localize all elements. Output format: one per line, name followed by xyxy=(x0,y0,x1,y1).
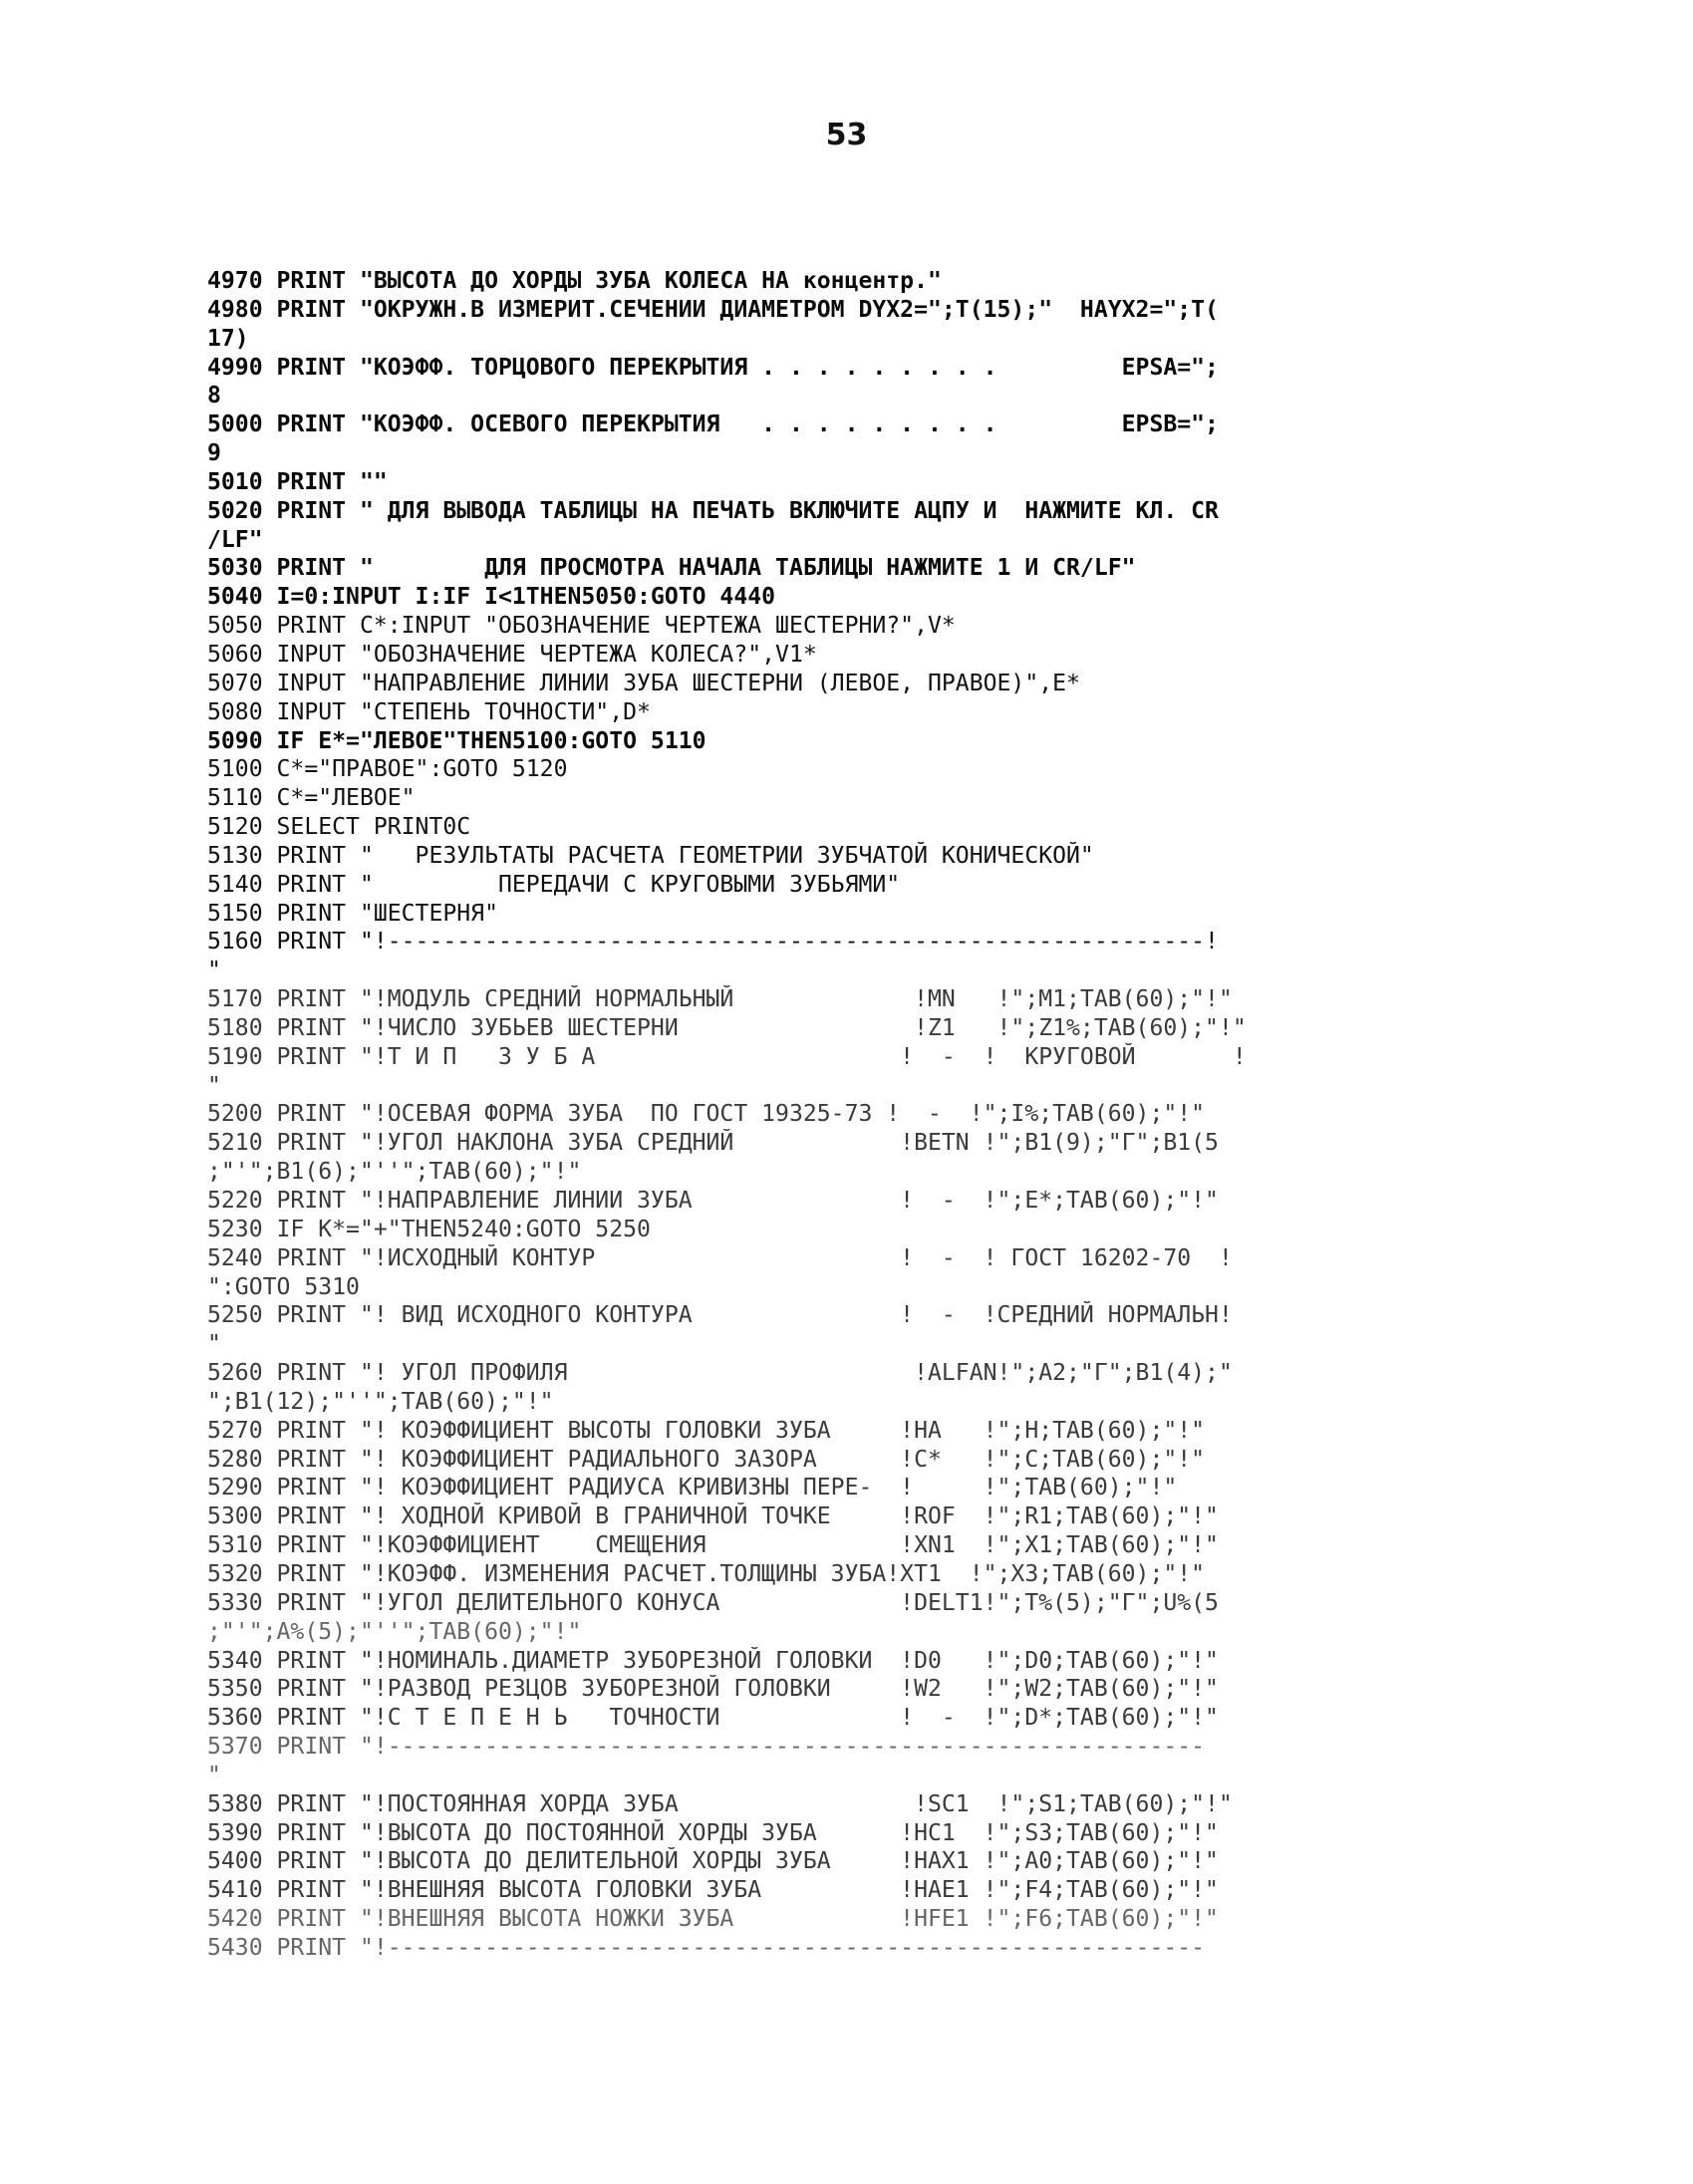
code-line: 5170 PRINT "!МОДУЛЬ СРЕДНИЙ НОРМАЛЬНЫЙ !MN !";M1;TAB(60);"!" xyxy=(207,986,1233,1013)
code-line: ";B1(12);"''";TAB(60);"!" xyxy=(207,1388,554,1415)
code-line: 5030 PRINT " ДЛЯ ПРОСМОТРА НАЧАЛА ТАБЛИЦЫ НАЖМИТЕ 1 И CR/LF" xyxy=(207,555,1136,582)
code-line: 5270 PRINT "! КОЭФФИЦИЕНТ ВЫСОТЫ ГОЛОВКИ ЗУБА !HA !";H;TAB(60);"!" xyxy=(207,1417,1206,1444)
code-line: " xyxy=(207,1072,221,1099)
code-line: 5410 PRINT "!ВНЕШНЯЯ ВЫСОТА ГОЛОВКИ ЗУБА !HAE1 !";F4;TAB(60);"!" xyxy=(207,1877,1219,1904)
code-line: 5020 PRINT " ДЛЯ ВЫВОДА ТАБЛИЦЫ НА ПЕЧАТЬ ВКЛЮЧИТЕ АЦПУ И НАЖМИТЕ КЛ. CR xyxy=(207,497,1219,524)
code-line: 4990 PRINT "КОЭФФ. ТОРЦОВОГО ПЕРЕКРЫТИЯ . . . . . . . . . EPSA="; xyxy=(207,354,1219,381)
code-line: 5290 PRINT "! КОЭФФИЦИЕНТ РАДИУСА КРИВИЗНЫ ПЕРЕ- ! !";TAB(60);"!" xyxy=(207,1475,1178,1502)
code-line: 5340 PRINT "!НОМИНАЛЬ.ДИАМЕТР ЗУБОРЕЗНОЙ ГОЛОВКИ !D0 !";D0;TAB(60);"!" xyxy=(207,1647,1219,1674)
code-line: /LF" xyxy=(207,526,263,553)
code-line: 5100 C*="ПРАВОЕ":GOTO 5120 xyxy=(207,756,568,783)
code-line: 9 xyxy=(207,440,221,467)
code-line: 5070 INPUT "НАПРАВЛЕНИЕ ЛИНИИ ЗУБА ШЕСТЕРНИ (ЛЕВОЕ, ПРАВОЕ)",E* xyxy=(207,670,1080,696)
code-line: 5130 PRINT " РЕЗУЛЬТАТЫ РАСЧЕТА ГЕОМЕТРИИ ЗУБЧАТОЙ КОНИЧЕСКОЙ" xyxy=(207,842,1094,869)
page-number: 53 xyxy=(825,118,868,152)
code-line: ":GOTO 5310 xyxy=(207,1273,360,1300)
code-line: 5380 PRINT "!ПОСТОЯННАЯ ХОРДА ЗУБА !SC1 !";S1;TAB(60);"!" xyxy=(207,1790,1233,1817)
code-line: 5050 PRINT C*:INPUT "ОБОЗНАЧЕНИЕ ЧЕРТЕЖА ШЕСТЕРНИ?",V* xyxy=(207,613,956,640)
code-line: 4970 PRINT "ВЫСОТА ДО ХОРДЫ ЗУБА КОЛЕСА НА концентр." xyxy=(207,268,942,294)
code-line: 5250 PRINT "! ВИД ИСХОДНОГО КОНТУРА ! - !СРЕДНИЙ НОРМАЛЬН! xyxy=(207,1302,1233,1329)
program-listing xyxy=(207,267,1503,1963)
code-line: 5390 PRINT "!ВЫСОТА ДО ПОСТОЯННОЙ ХОРДЫ ЗУБА !HC1 !";S3;TAB(60);"!" xyxy=(207,1819,1219,1846)
code-line: 5190 PRINT "!Т И П З У Б А ! - ! КРУГОВОЙ ! xyxy=(207,1043,1247,1070)
code-line: 5110 C*="ЛЕВОЕ" xyxy=(207,785,416,812)
code-line: 5280 PRINT "! КОЭФФИЦИЕНТ РАДИАЛЬНОГО ЗАЗОРА !C* !";C;TAB(60);"!" xyxy=(207,1446,1206,1473)
code-line: 5260 PRINT "! УГОЛ ПРОФИЛЯ !ALFAN!";A2;"Г";B1(4);" xyxy=(207,1360,1233,1387)
code-line: 17) xyxy=(207,325,249,352)
code-line: 5430 PRINT "!----------------------------------------------------------- xyxy=(207,1934,1206,1961)
code-line: 5360 PRINT "!С Т Е П Е Н Ь ТОЧНОСТИ ! - !";D*;TAB(60);"!" xyxy=(207,1705,1219,1732)
code-line: 5040 I=0:INPUT I:IF I<1THEN5050:GOTO 4440 xyxy=(207,584,776,611)
code-line: " xyxy=(207,1331,221,1358)
code-line: 5180 PRINT "!ЧИСЛО ЗУБЬЕВ ШЕСТЕРНИ !Z1 !";Z1%;TAB(60);"!" xyxy=(207,1014,1247,1041)
code-line: 5090 IF E*="ЛЕВОЕ"THEN5100:GOTO 5110 xyxy=(207,727,706,754)
code-line: 5140 PRINT " ПЕРЕДАЧИ С КРУГОВЫМИ ЗУБЬЯМИ" xyxy=(207,871,901,898)
code-line: 5350 PRINT "!РАЗВОД РЕЗЦОВ ЗУБОРЕЗНОЙ ГОЛОВКИ !W2 !";W2;TAB(60);"!" xyxy=(207,1676,1219,1703)
code-line: 5370 PRINT "!----------------------------------------------------------- xyxy=(207,1734,1206,1761)
code-line: 5240 PRINT "!ИСХОДНЫЙ КОНТУР ! - ! ГОСТ 16202-70 ! xyxy=(207,1244,1233,1271)
code-line: 5420 PRINT "!ВНЕШНЯЯ ВЫСОТА НОЖКИ ЗУБА !HFE1 !";F6;TAB(60);"!" xyxy=(207,1906,1219,1933)
code-line: 5060 INPUT "ОБОЗНАЧЕНИЕ ЧЕРТЕЖА КОЛЕСА?",V1* xyxy=(207,641,817,668)
code-line: 5200 PRINT "!ОСЕВАЯ ФОРМА ЗУБА ПО ГОСТ 19325-73 ! - !";I%;TAB(60);"!" xyxy=(207,1101,1206,1128)
code-line: 5220 PRINT "!НАПРАВЛЕНИЕ ЛИНИИ ЗУБА ! - !";E*;TAB(60);"!" xyxy=(207,1188,1219,1214)
code-line: 8 xyxy=(207,383,221,410)
code-line: 5230 IF K*="+"THEN5240:GOTO 5250 xyxy=(207,1216,651,1242)
code-line: 5310 PRINT "!КОЭФФИЦИЕНТ СМЕЩЕНИЯ !XN1 !";X1;TAB(60);"!" xyxy=(207,1532,1219,1559)
code-line: 5120 SELECT PRINT0C xyxy=(207,814,471,841)
code-line: 5150 PRINT "ШЕСТЕРНЯ" xyxy=(207,900,498,927)
code-line: 5300 PRINT "! ХОДНОЙ КРИВОЙ В ГРАНИЧНОЙ ТОЧКЕ !ROF !";R1;TAB(60);"!" xyxy=(207,1503,1219,1530)
code-line: 5330 PRINT "!УГОЛ ДЕЛИТЕЛЬНОГО КОНУСА !DELT1!";T%(5);"Г";U%(5 xyxy=(207,1589,1219,1616)
code-line: 4980 PRINT "ОКРУЖН.В ИЗМЕРИТ.СЕЧЕНИИ ДИАМЕТРОМ DYX2=";T(15);" HAYX2=";T( xyxy=(207,296,1219,323)
code-line: 5010 PRINT "" xyxy=(207,468,388,495)
code-line: ;"'";A%(5);"''";TAB(60);"!" xyxy=(207,1618,582,1645)
code-line: ;"'";B1(6);"''";TAB(60);"!" xyxy=(207,1159,582,1186)
code-line: 5080 INPUT "СТЕПЕНЬ ТОЧНОСТИ",D* xyxy=(207,698,651,725)
code-line: 5210 PRINT "!УГОЛ НАКЛОНА ЗУБА СРЕДНИЙ !BETN !";B1(9);"Г";B1(5 xyxy=(207,1130,1219,1157)
code-line: 5320 PRINT "!КОЭФФ. ИЗМЕНЕНИЯ РАСЧЕТ.ТОЛЩИНЫ ЗУБА!XT1 !";X3;TAB(60);"!" xyxy=(207,1560,1206,1587)
code-line: 5160 PRINT "!-----------------------------------------------------------! xyxy=(207,929,1219,956)
code-line: " xyxy=(207,1762,221,1788)
code-line: 5000 PRINT "КОЭФФ. ОСЕВОГО ПЕРЕКРЫТИЯ . . . . . . . . . EPSB="; xyxy=(207,411,1219,438)
code-line: " xyxy=(207,957,221,984)
code-line: 5400 PRINT "!ВЫСОТА ДО ДЕЛИТЕЛЬНОЙ ХОРДЫ ЗУБА !HAX1 !";A0;TAB(60);"!" xyxy=(207,1848,1219,1875)
